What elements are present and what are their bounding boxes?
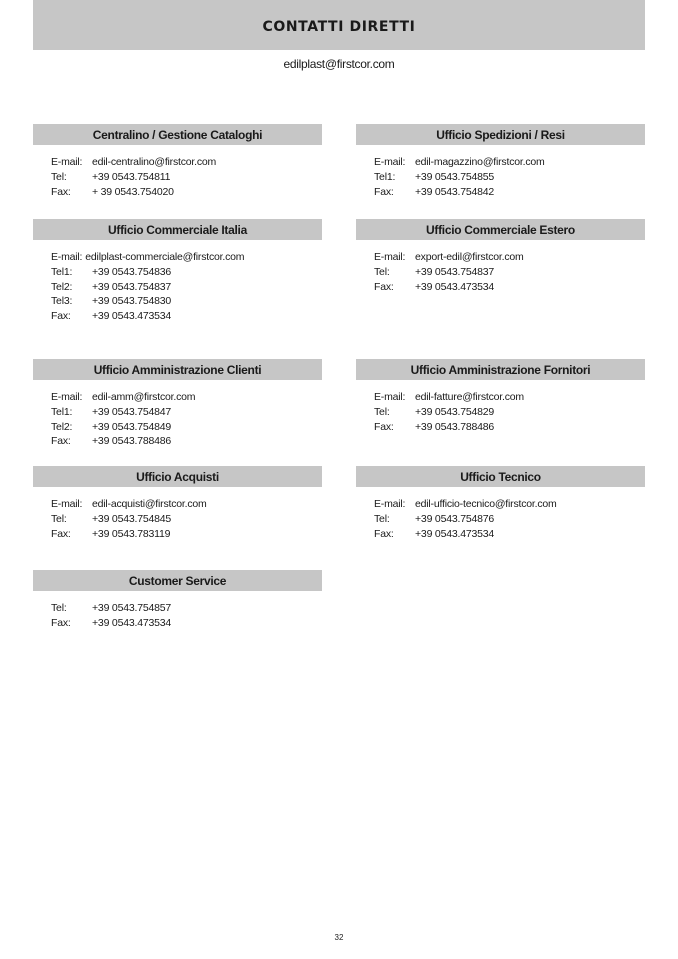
row-label: E-mail: bbox=[374, 156, 406, 168]
page-title: CONTATTI DIRETTI bbox=[262, 19, 416, 35]
contact-row bbox=[374, 185, 645, 200]
section-customer-service bbox=[33, 570, 322, 631]
contact-row bbox=[51, 405, 322, 420]
section-amministrazione-fornitori bbox=[356, 359, 645, 434]
row-label: Fax: bbox=[374, 527, 394, 540]
row-value: edilplast-commerciale@firstcor.com bbox=[85, 251, 245, 263]
row-value: edil-centralino@firstcor.com bbox=[92, 156, 217, 168]
contact-row bbox=[51, 434, 322, 449]
row-label: Tel: bbox=[51, 602, 67, 614]
row-label: E-mail: bbox=[51, 156, 83, 168]
main-email: edilplast@firstcor.com bbox=[283, 57, 395, 71]
row-value: +39 0543.473534 bbox=[415, 527, 495, 540]
page-number: 32 bbox=[334, 933, 344, 942]
row-value: +39 0543.473534 bbox=[92, 616, 172, 629]
row-label: E-mail: bbox=[374, 498, 406, 510]
row-value: +39 0543.788486 bbox=[415, 420, 495, 433]
section-title: Centralino / Gestione Cataloghi bbox=[33, 124, 322, 145]
contact-row bbox=[51, 527, 322, 542]
row-label: Tel2: bbox=[51, 420, 73, 433]
row-value: + 39 0543.754020 bbox=[92, 185, 174, 198]
contact-row bbox=[51, 280, 322, 295]
row-label: Tel1: bbox=[51, 405, 73, 418]
row-label: E-mail: bbox=[51, 251, 83, 263]
row-value: +39 0543.754845 bbox=[92, 512, 172, 525]
row-value: +39 0543.754855 bbox=[415, 170, 495, 183]
contact-row bbox=[374, 170, 645, 185]
contact-row bbox=[51, 601, 322, 616]
section-title: Customer Service bbox=[33, 570, 322, 591]
row-value: +39 0543.473534 bbox=[92, 310, 172, 323]
section-acquisti bbox=[33, 466, 322, 541]
contact-row bbox=[51, 616, 322, 631]
contact-row bbox=[51, 512, 322, 527]
contact-row bbox=[51, 265, 322, 280]
row-label: Fax: bbox=[51, 185, 71, 198]
row-label: Tel1: bbox=[374, 170, 396, 183]
row-value: +39 0543.754837 bbox=[92, 280, 172, 293]
row-value: +39 0543.754847 bbox=[92, 405, 172, 418]
row-value: export-edil@firstcor.com bbox=[415, 251, 524, 263]
section-amministrazione-clienti bbox=[33, 359, 322, 449]
row-value: +39 0543.754830 bbox=[92, 295, 172, 308]
contact-row bbox=[51, 497, 322, 512]
row-value: +39 0543.754876 bbox=[415, 512, 495, 525]
contact-row bbox=[51, 420, 322, 435]
row-value: +39 0543.788486 bbox=[92, 435, 172, 448]
row-value: +39 0543.754837 bbox=[415, 265, 495, 278]
contact-row bbox=[374, 405, 645, 420]
section-title: Ufficio Amministrazione Clienti bbox=[33, 359, 322, 380]
row-label: Fax: bbox=[374, 420, 394, 433]
row-label: Tel: bbox=[51, 170, 67, 183]
contact-row bbox=[51, 390, 322, 405]
row-label: Tel: bbox=[374, 512, 390, 525]
row-label: E-mail: bbox=[374, 391, 406, 403]
contact-row bbox=[51, 155, 322, 170]
section-commerciale-estero bbox=[356, 219, 645, 294]
row-value: +39 0543.473534 bbox=[415, 280, 495, 293]
row-label: Fax: bbox=[51, 616, 71, 629]
section-commerciale-italia bbox=[33, 219, 322, 324]
section-title: Ufficio Spedizioni / Resi bbox=[356, 124, 645, 145]
contact-row bbox=[374, 280, 645, 295]
contact-row bbox=[374, 497, 645, 512]
row-value: edil-acquisti@firstcor.com bbox=[92, 498, 207, 510]
row-value: +39 0543.754829 bbox=[415, 405, 495, 418]
row-label: Tel: bbox=[374, 405, 390, 418]
row-label: E-mail: bbox=[374, 251, 406, 263]
contact-row bbox=[374, 512, 645, 527]
contact-row bbox=[51, 170, 322, 185]
contact-row bbox=[51, 309, 322, 324]
section-title: Ufficio Amministrazione Fornitori bbox=[356, 359, 645, 380]
row-label: Tel: bbox=[374, 265, 390, 278]
row-label: Fax: bbox=[374, 280, 394, 293]
row-label: Fax: bbox=[374, 185, 394, 198]
section-title: Ufficio Commerciale Italia bbox=[33, 219, 322, 240]
row-value: +39 0543.754842 bbox=[415, 185, 495, 198]
section-title: Ufficio Acquisti bbox=[33, 466, 322, 487]
row-label: Tel: bbox=[51, 512, 67, 525]
contact-row bbox=[51, 294, 322, 309]
contact-row bbox=[51, 185, 322, 200]
row-label: E-mail: bbox=[51, 391, 83, 403]
row-label: Tel2: bbox=[51, 280, 73, 293]
contact-row bbox=[374, 265, 645, 280]
contact-row bbox=[374, 155, 645, 170]
row-value: +39 0543.754857 bbox=[92, 602, 172, 614]
row-value: +39 0543.754849 bbox=[92, 420, 172, 433]
page-title-banner bbox=[33, 0, 645, 50]
row-label: Tel1: bbox=[51, 265, 73, 278]
row-value: edil-magazzino@firstcor.com bbox=[415, 156, 545, 168]
contact-row bbox=[51, 250, 322, 265]
row-label: E-mail: bbox=[51, 498, 83, 510]
section-title: Ufficio Commerciale Estero bbox=[356, 219, 645, 240]
row-label: Fax: bbox=[51, 527, 71, 540]
section-centralino bbox=[33, 124, 322, 199]
section-spedizioni bbox=[356, 124, 645, 199]
row-label: Fax: bbox=[51, 435, 71, 448]
contact-row bbox=[374, 527, 645, 542]
section-title: Ufficio Tecnico bbox=[356, 466, 645, 487]
row-value: +39 0543.783119 bbox=[92, 527, 171, 540]
contact-row bbox=[374, 250, 645, 265]
row-label: Fax: bbox=[51, 310, 71, 323]
row-value: +39 0543.754811 bbox=[92, 170, 171, 183]
row-label: Tel3: bbox=[51, 295, 73, 308]
contact-row bbox=[374, 390, 645, 405]
section-tecnico bbox=[356, 466, 645, 541]
row-value: edil-amm@firstcor.com bbox=[92, 391, 196, 403]
row-value: +39 0543.754836 bbox=[92, 265, 172, 278]
row-value: edil-ufficio-tecnico@firstcor.com bbox=[415, 498, 557, 510]
row-value: edil-fatture@firstcor.com bbox=[415, 391, 524, 403]
contact-row bbox=[374, 420, 645, 435]
